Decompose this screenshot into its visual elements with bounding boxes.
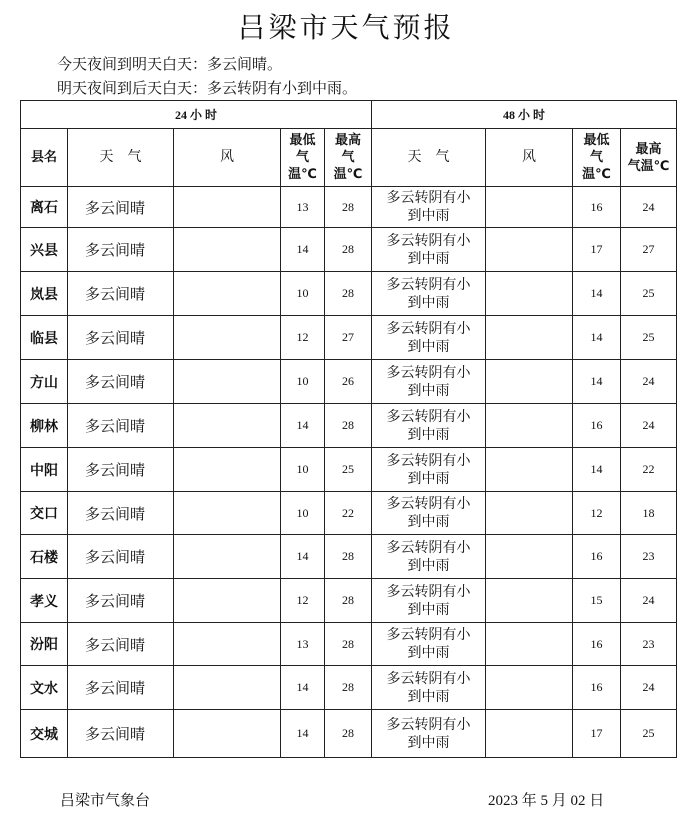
weather-48h-line: 到中雨 — [407, 514, 450, 530]
cell-max-temp-24h: 28 — [325, 579, 372, 623]
cell-weather-48h — [372, 228, 486, 272]
cell-max-temp-24h: 28 — [325, 623, 372, 666]
cell-weather-24h: 多云间晴 — [68, 360, 174, 404]
cell-wind-48h — [486, 404, 573, 448]
weather-48h-line: 多云转阴有小 — [386, 627, 471, 643]
cell-county: 中阳 — [21, 448, 68, 492]
table-row — [21, 228, 677, 272]
page-title: 吕梁市天气预报 — [237, 11, 455, 44]
cell-min-temp-48h: 14 — [573, 448, 621, 492]
cell-wind-48h — [486, 187, 573, 228]
table-row — [21, 272, 677, 316]
cell-max-temp-48h: 25 — [621, 710, 677, 758]
cell-weather-48h — [372, 623, 486, 666]
col-min-temp-line: 最低 — [289, 133, 316, 148]
cell-min-temp-48h: 16 — [573, 404, 621, 448]
cell-max-temp-48h: 24 — [621, 666, 677, 710]
cell-weather-24h: 多云间晴 — [68, 492, 174, 535]
col-max-temp-line: 最高 — [335, 133, 362, 148]
cell-wind-24h — [174, 710, 281, 758]
cell-max-temp-48h: 23 — [621, 623, 677, 666]
cell-min-temp-48h: 12 — [573, 492, 621, 535]
cell-max-temp-48h: 23 — [621, 535, 677, 579]
cell-wind-24h — [174, 228, 281, 272]
cell-wind-48h — [486, 666, 573, 710]
cell-max-temp-24h: 28 — [325, 710, 372, 758]
forecast-line-tonight: 今天夜间到明天白天：多云间晴。 — [57, 55, 283, 73]
weather-48h-line: 到中雨 — [407, 557, 450, 574]
issuer: 吕梁市气象台 — [60, 791, 151, 809]
cell-min-temp-24h: 12 — [281, 579, 325, 623]
cell-min-temp-48h: 17 — [573, 710, 621, 758]
cell-county: 兴县 — [21, 228, 68, 272]
cell-max-temp-24h: 28 — [325, 228, 372, 272]
weather-48h-line: 多云转阴有小 — [386, 670, 471, 687]
cell-min-temp-24h: 14 — [281, 666, 325, 710]
cell-wind-48h — [486, 228, 573, 272]
cell-wind-24h — [174, 535, 281, 579]
col-max-temp-line: 气温℃ — [627, 158, 670, 174]
table-row — [21, 187, 677, 228]
cell-wind-48h — [486, 272, 573, 316]
weather-48h-line: 到中雨 — [407, 470, 450, 487]
weather-48h-line: 多云转阴有小 — [386, 408, 471, 425]
table-row — [21, 448, 677, 492]
cell-max-temp-48h: 24 — [621, 404, 677, 448]
cell-min-temp-24h: 14 — [281, 535, 325, 579]
cell-weather-48h — [372, 272, 486, 316]
cell-max-temp-24h: 28 — [325, 535, 372, 579]
cell-weather-24h: 多云间晴 — [68, 623, 174, 666]
col-min-temp-24h — [281, 129, 325, 187]
cell-wind-48h — [486, 535, 573, 579]
col-max-temp-24h — [325, 129, 372, 187]
cell-min-temp-48h: 16 — [573, 666, 621, 710]
cell-max-temp-24h: 28 — [325, 666, 372, 710]
table-row — [21, 404, 677, 448]
cell-min-temp-24h: 14 — [281, 228, 325, 272]
cell-max-temp-24h: 22 — [325, 492, 372, 535]
cell-wind-48h — [486, 492, 573, 535]
weather-48h-line: 多云转阴有小 — [386, 364, 471, 381]
cell-wind-48h — [486, 448, 573, 492]
col-max-temp-48h — [621, 129, 677, 187]
cell-min-temp-48h: 15 — [573, 579, 621, 623]
group-header-row — [21, 101, 677, 129]
cell-weather-48h — [372, 187, 486, 228]
col-min-temp-line: 最低 — [583, 133, 610, 148]
cell-county: 柳林 — [21, 404, 68, 448]
weather-48h-line: 到中雨 — [407, 688, 450, 705]
cell-max-temp-24h: 28 — [325, 187, 372, 228]
cell-min-temp-48h: 14 — [573, 316, 621, 360]
cell-wind-24h — [174, 623, 281, 666]
cell-min-temp-24h: 10 — [281, 448, 325, 492]
weather-48h-line: 多云转阴有小 — [386, 276, 471, 293]
weather-48h-line: 到中雨 — [407, 294, 450, 311]
cell-weather-48h — [372, 404, 486, 448]
col-weather-48h: 天 气 — [372, 129, 486, 187]
col-min-temp-line: 气 — [590, 150, 604, 165]
table-row — [21, 360, 677, 404]
weather-48h-line: 到中雨 — [407, 250, 450, 267]
weather-48h-line: 到中雨 — [407, 734, 450, 751]
cell-min-temp-48h: 17 — [573, 228, 621, 272]
col-max-temp-line: 气 — [341, 150, 355, 165]
cell-min-temp-24h: 14 — [281, 404, 325, 448]
header-24h: 24 小 时 — [21, 101, 372, 129]
cell-weather-48h — [372, 666, 486, 710]
cell-max-temp-48h: 24 — [621, 360, 677, 404]
cell-max-temp-48h: 24 — [621, 579, 677, 623]
weather-48h-line: 多云转阴有小 — [386, 320, 471, 337]
cell-wind-48h — [486, 316, 573, 360]
cell-county: 孝义 — [21, 579, 68, 623]
cell-max-temp-48h: 24 — [621, 187, 677, 228]
table-row — [21, 535, 677, 579]
cell-max-temp-48h: 18 — [621, 492, 677, 535]
col-min-temp-48h — [573, 129, 621, 187]
weather-48h-line: 多云转阴有小 — [386, 452, 471, 469]
cell-max-temp-48h: 25 — [621, 272, 677, 316]
col-county: 县名 — [21, 129, 68, 187]
table-row — [21, 666, 677, 710]
cell-max-temp-48h: 27 — [621, 228, 677, 272]
column-header-row — [21, 129, 677, 187]
issue-date: 2023 年 5 月 02 日 — [488, 793, 605, 809]
cell-wind-48h — [486, 579, 573, 623]
cell-weather-48h — [372, 448, 486, 492]
cell-county: 文水 — [21, 666, 68, 710]
weather-48h-line: 到中雨 — [407, 601, 450, 618]
cell-min-temp-24h: 14 — [281, 710, 325, 758]
col-wind-48h: 风 — [486, 129, 573, 187]
cell-weather-24h: 多云间晴 — [68, 535, 174, 579]
col-wind-24h: 风 — [174, 129, 281, 187]
cell-weather-24h: 多云间晴 — [68, 579, 174, 623]
cell-weather-24h: 多云间晴 — [68, 187, 174, 228]
col-max-temp-line: 温℃ — [333, 167, 363, 182]
col-min-temp-line: 温℃ — [582, 167, 611, 182]
cell-wind-24h — [174, 187, 281, 228]
cell-wind-24h — [174, 404, 281, 448]
cell-weather-48h — [372, 535, 486, 579]
cell-weather-24h: 多云间晴 — [68, 316, 174, 360]
cell-weather-24h: 多云间晴 — [68, 710, 174, 758]
cell-weather-48h — [372, 710, 486, 758]
cell-weather-24h: 多云间晴 — [68, 404, 174, 448]
cell-max-temp-24h: 28 — [325, 404, 372, 448]
cell-min-temp-48h: 14 — [573, 360, 621, 404]
cell-min-temp-24h: 13 — [281, 623, 325, 666]
cell-wind-24h — [174, 448, 281, 492]
cell-wind-48h — [486, 710, 573, 758]
cell-min-temp-24h: 10 — [281, 360, 325, 404]
cell-county: 岚县 — [21, 272, 68, 316]
forecast-table — [20, 100, 677, 758]
cell-max-temp-48h: 22 — [621, 448, 677, 492]
weather-48h-line: 多云转阴有小 — [386, 190, 471, 206]
cell-county: 离石 — [21, 187, 68, 228]
cell-weather-48h — [372, 579, 486, 623]
cell-max-temp-24h: 26 — [325, 360, 372, 404]
cell-wind-24h — [174, 579, 281, 623]
cell-wind-24h — [174, 666, 281, 710]
cell-county: 石楼 — [21, 535, 68, 579]
cell-county: 交城 — [21, 710, 68, 758]
weather-48h-line: 到中雨 — [407, 426, 450, 443]
table-row — [21, 579, 677, 623]
weather-48h-line: 多云转阴有小 — [386, 232, 471, 249]
cell-min-temp-24h: 13 — [281, 187, 325, 228]
forecast-line-tomorrow-night: 明天夜间到后天白天：多云转阴有小到中雨。 — [57, 79, 358, 97]
table-row — [21, 316, 677, 360]
weather-48h-line: 多云转阴有小 — [386, 496, 471, 512]
cell-wind-48h — [486, 623, 573, 666]
cell-weather-48h — [372, 360, 486, 404]
weather-48h-line: 多云转阴有小 — [386, 583, 471, 600]
cell-weather-24h: 多云间晴 — [68, 666, 174, 710]
cell-weather-48h — [372, 492, 486, 535]
weather-48h-line: 到中雨 — [407, 338, 450, 355]
cell-min-temp-24h: 10 — [281, 492, 325, 535]
cell-wind-48h — [486, 360, 573, 404]
weather-48h-line: 多云转阴有小 — [386, 539, 471, 556]
cell-max-temp-24h: 28 — [325, 272, 372, 316]
cell-weather-48h — [372, 316, 486, 360]
weather-48h-line: 到中雨 — [407, 382, 450, 399]
weather-48h-line: 到中雨 — [407, 208, 450, 224]
cell-county: 汾阳 — [21, 623, 68, 666]
table-row — [21, 492, 677, 535]
cell-min-temp-48h: 16 — [573, 623, 621, 666]
table-body — [21, 187, 677, 758]
cell-wind-24h — [174, 316, 281, 360]
cell-county: 方山 — [21, 360, 68, 404]
cell-min-temp-24h: 12 — [281, 316, 325, 360]
cell-county: 交口 — [21, 492, 68, 535]
col-min-temp-line: 温℃ — [288, 167, 317, 182]
table-row — [21, 623, 677, 666]
cell-min-temp-48h: 14 — [573, 272, 621, 316]
cell-min-temp-48h: 16 — [573, 535, 621, 579]
table-row — [21, 710, 677, 758]
cell-max-temp-24h: 27 — [325, 316, 372, 360]
cell-max-temp-48h: 25 — [621, 316, 677, 360]
weather-48h-line: 到中雨 — [407, 645, 450, 661]
col-max-temp-line: 最高 — [635, 141, 662, 157]
cell-weather-24h: 多云间晴 — [68, 272, 174, 316]
col-min-temp-line: 气 — [295, 150, 309, 165]
cell-wind-24h — [174, 360, 281, 404]
cell-weather-24h: 多云间晴 — [68, 228, 174, 272]
cell-wind-24h — [174, 272, 281, 316]
weather-48h-line: 多云转阴有小 — [386, 716, 471, 733]
cell-weather-24h: 多云间晴 — [68, 448, 174, 492]
cell-min-temp-48h: 16 — [573, 187, 621, 228]
header-48h: 48 小 时 — [372, 101, 677, 129]
cell-county: 临县 — [21, 316, 68, 360]
col-weather-24h: 天 气 — [68, 129, 174, 187]
cell-wind-24h — [174, 492, 281, 535]
cell-min-temp-24h: 10 — [281, 272, 325, 316]
cell-max-temp-24h: 25 — [325, 448, 372, 492]
